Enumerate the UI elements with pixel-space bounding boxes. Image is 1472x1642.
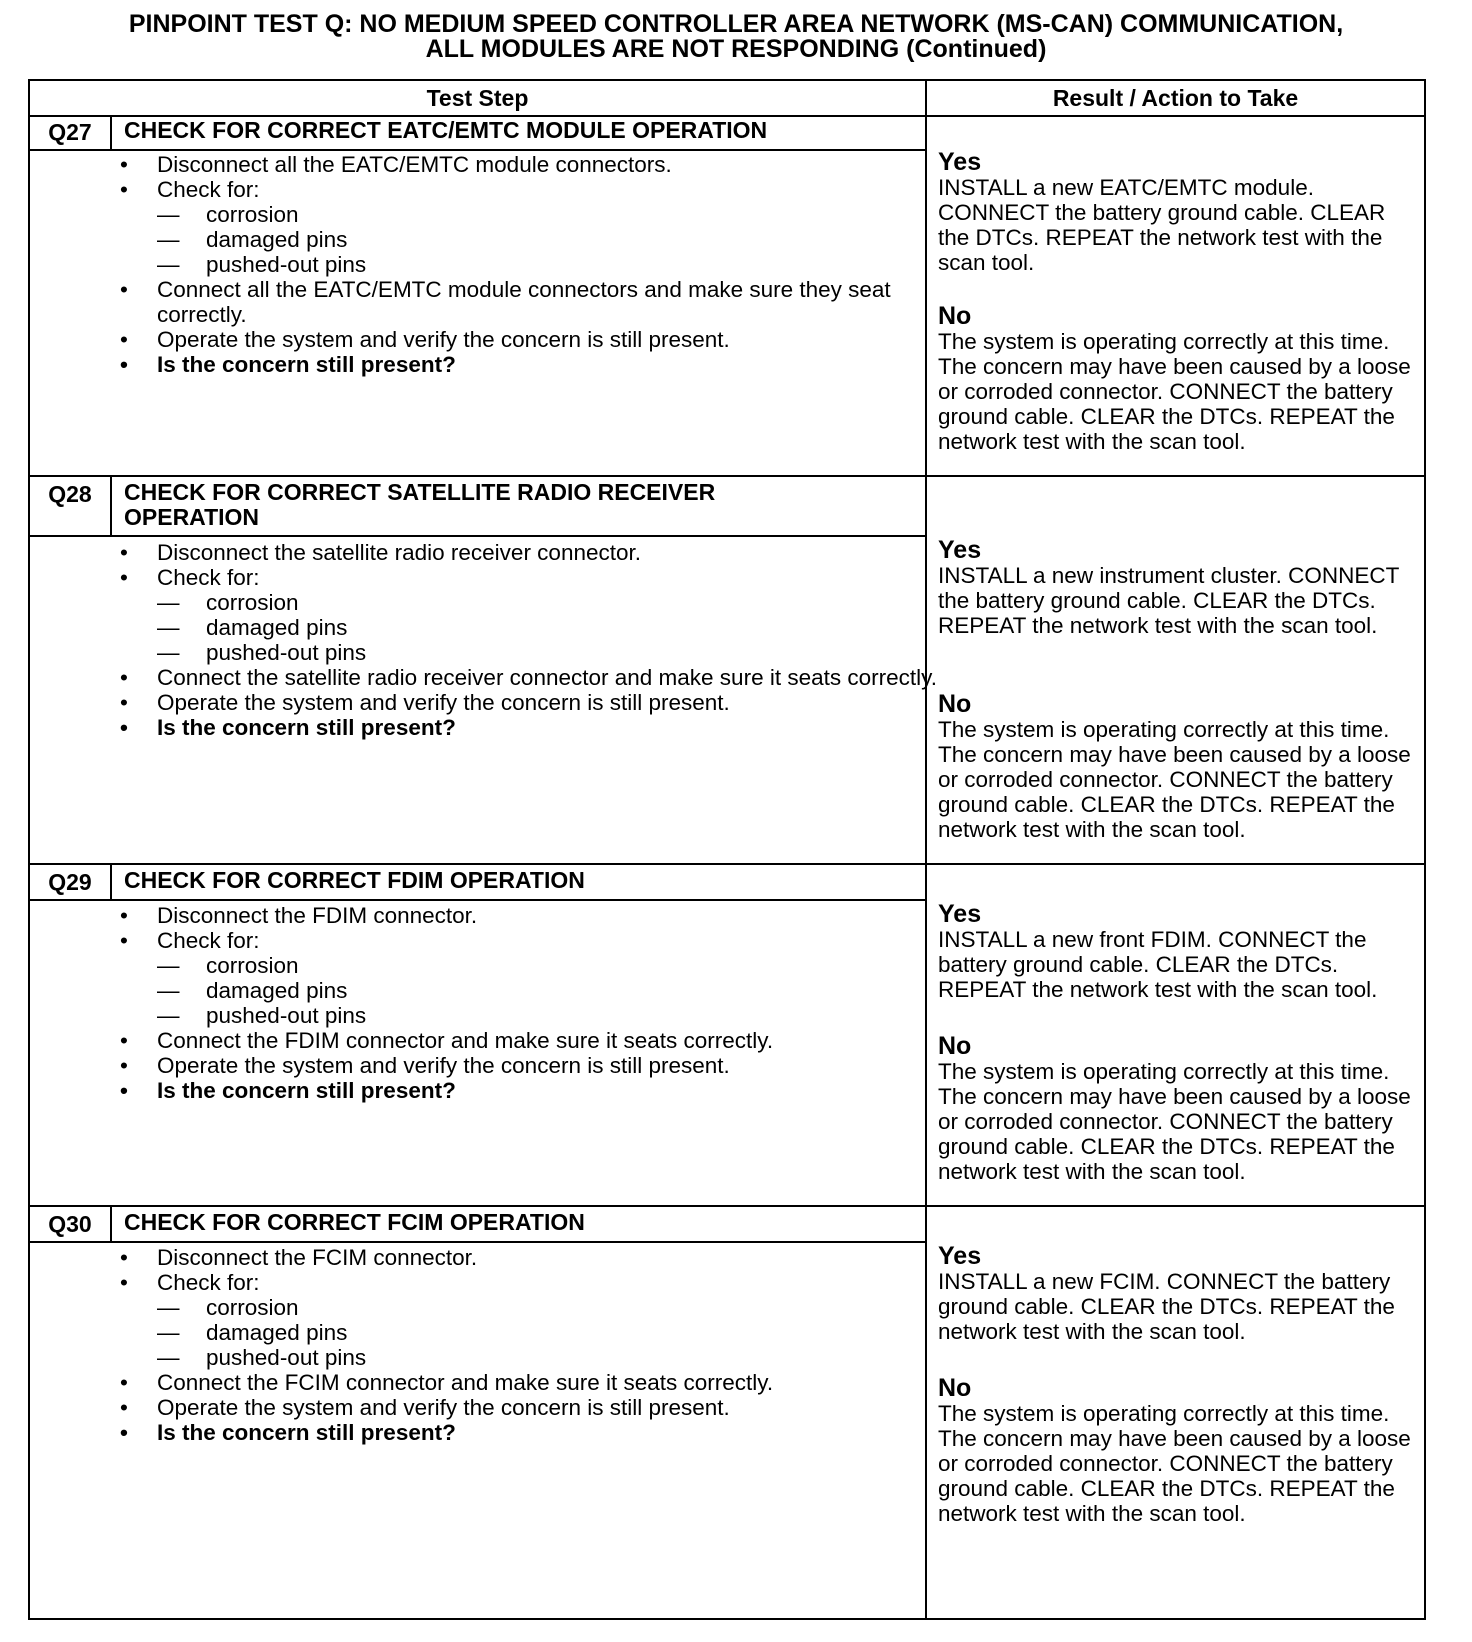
step-title-divider — [30, 535, 925, 537]
step-id: Q29 — [48, 869, 92, 895]
yes-action: INSTALL a new instrument cluster. CONNECT the battery ground cable. CLEAR the DTCs. REPEAT the network test with the scan tool. — [938, 563, 1399, 638]
list-item: • Is the concern still present? — [120, 1078, 940, 1103]
list-item: — damaged pins — [120, 978, 940, 1003]
no-action: The system is operating correctly at this time. The concern may have been caused by a loose or corroded connector. CONNECT the battery ground cable. CLEAR the DTCs. REPEAT the network test with the scan tool. — [938, 717, 1411, 842]
list-item: • Operate the system and verify the concern is still present. — [120, 1395, 940, 1420]
yes-action: INSTALL a new front FDIM. CONNECT the battery ground cable. CLEAR the DTCs. REPEAT the network test with the scan tool. — [938, 927, 1378, 1002]
step-title: CHECK FOR CORRECT FCIM OPERATION — [124, 1209, 585, 1235]
list-item: — pushed-out pins — [120, 640, 940, 665]
list-item: • Check for: — [120, 928, 940, 953]
list-item: • Check for: — [120, 565, 940, 590]
no-label: No — [938, 1032, 972, 1060]
no-label: No — [938, 302, 972, 330]
step-title: CHECK FOR CORRECT FDIM OPERATION — [124, 867, 585, 893]
step-id-divider — [110, 477, 112, 535]
result-no — [938, 303, 1418, 454]
list-item: — damaged pins — [120, 615, 940, 640]
no-action: The system is operating correctly at this time. The concern may have been caused by a loose or corroded connector. CONNECT the battery ground cable. CLEAR the DTCs. REPEAT the network test with the scan tool. — [938, 1401, 1411, 1526]
step-id-divider — [110, 1207, 112, 1241]
list-item: • Disconnect the FCIM connector. — [120, 1245, 940, 1270]
list-item: • Connect the FDIM connector and make sure it seats correctly. — [120, 1028, 940, 1053]
list-item: • Operate the system and verify the concern is still present. — [120, 1053, 940, 1078]
result-no — [938, 691, 1418, 842]
step-instructions — [120, 540, 940, 740]
yes-label: Yes — [938, 536, 982, 564]
no-action: The system is operating correctly at this time. The concern may have been caused by a loose or corroded connector. CONNECT the battery ground cable. CLEAR the DTCs. REPEAT the network test with the scan tool. — [938, 1059, 1411, 1184]
list-item: • Is the concern still present? — [120, 352, 940, 377]
step-instructions — [120, 152, 940, 377]
list-item: • Is the concern still present? — [120, 715, 940, 740]
result-yes — [938, 1243, 1418, 1344]
list-item: — corrosion — [120, 202, 940, 227]
list-item: • Is the concern still present? — [120, 1420, 940, 1445]
row-divider — [30, 475, 1424, 477]
step-title-divider — [30, 1241, 925, 1243]
step-title-divider — [30, 899, 925, 901]
result-no — [938, 1375, 1418, 1526]
list-item: — pushed-out pins — [120, 1345, 940, 1370]
list-item: • Connect all the EATC/EMTC module connectors and make sure they seat correctly. — [120, 277, 940, 327]
no-action: The system is operating correctly at this time. The concern may have been caused by a loose or corroded connector. CONNECT the battery ground cable. CLEAR the DTCs. REPEAT the network test with the scan tool. — [938, 329, 1411, 454]
page-title — [0, 12, 1472, 62]
result-no — [938, 1033, 1418, 1184]
yes-label: Yes — [938, 148, 982, 176]
step-title: CHECK FOR CORRECT SATELLITE RADIO RECEIVER OPERATION — [124, 479, 716, 530]
pinpoint-test-table — [28, 79, 1426, 1620]
header-result-action: Result / Action to Take — [1052, 85, 1299, 111]
list-item: — corrosion — [120, 1295, 940, 1320]
list-item: — damaged pins — [120, 1320, 940, 1345]
yes-label: Yes — [938, 900, 982, 928]
result-yes — [938, 149, 1418, 275]
yes-action: INSTALL a new EATC/EMTC module. CONNECT the battery ground cable. CLEAR the DTCs. REPEAT the network test with the scan tool. — [938, 175, 1386, 275]
no-label: No — [938, 1374, 972, 1402]
list-item: • Connect the satellite radio receiver connector and make sure it seats correctly. — [120, 665, 940, 690]
row-divider — [30, 863, 1424, 865]
list-item: — corrosion — [120, 590, 940, 615]
row-divider — [30, 1205, 1424, 1207]
step-title-divider — [30, 149, 925, 151]
step-id: Q28 — [48, 481, 92, 507]
list-item: • Disconnect the satellite radio receiver connector. — [120, 540, 940, 565]
list-item: — damaged pins — [120, 227, 940, 252]
step-instructions — [120, 903, 940, 1103]
list-item: • Check for: — [120, 1270, 940, 1295]
yes-label: Yes — [938, 1242, 982, 1270]
step-id-divider — [110, 865, 112, 899]
step-id-divider — [110, 115, 112, 149]
list-item: • Disconnect the FDIM connector. — [120, 903, 940, 928]
yes-action: INSTALL a new FCIM. CONNECT the battery ground cable. CLEAR the DTCs. REPEAT the network test with the scan tool. — [938, 1269, 1395, 1344]
step-id: Q27 — [48, 119, 92, 145]
title-line-1: PINPOINT TEST Q: NO MEDIUM SPEED CONTROLLER AREA NETWORK (MS-CAN) COMMUNICATION, — [128, 10, 1344, 38]
list-item: • Check for: — [120, 177, 940, 202]
result-yes — [938, 901, 1418, 1002]
step-id: Q30 — [48, 1211, 92, 1237]
list-item: — pushed-out pins — [120, 1003, 940, 1028]
step-instructions — [120, 1245, 940, 1445]
title-line-2: ALL MODULES ARE NOT RESPONDING (Continued) — [425, 35, 1047, 63]
list-item: • Disconnect all the EATC/EMTC module connectors. — [120, 152, 940, 177]
no-label: No — [938, 690, 972, 718]
list-item: • Operate the system and verify the concern is still present. — [120, 690, 940, 715]
list-item: — corrosion — [120, 953, 940, 978]
list-item: — pushed-out pins — [120, 252, 940, 277]
step-title: CHECK FOR CORRECT EATC/EMTC MODULE OPERATION — [124, 117, 768, 143]
list-item: • Operate the system and verify the concern is still present. — [120, 327, 940, 352]
list-item: • Connect the FCIM connector and make sure it seats correctly. — [120, 1370, 940, 1395]
result-yes — [938, 537, 1418, 638]
header-test-step: Test Step — [426, 85, 529, 111]
